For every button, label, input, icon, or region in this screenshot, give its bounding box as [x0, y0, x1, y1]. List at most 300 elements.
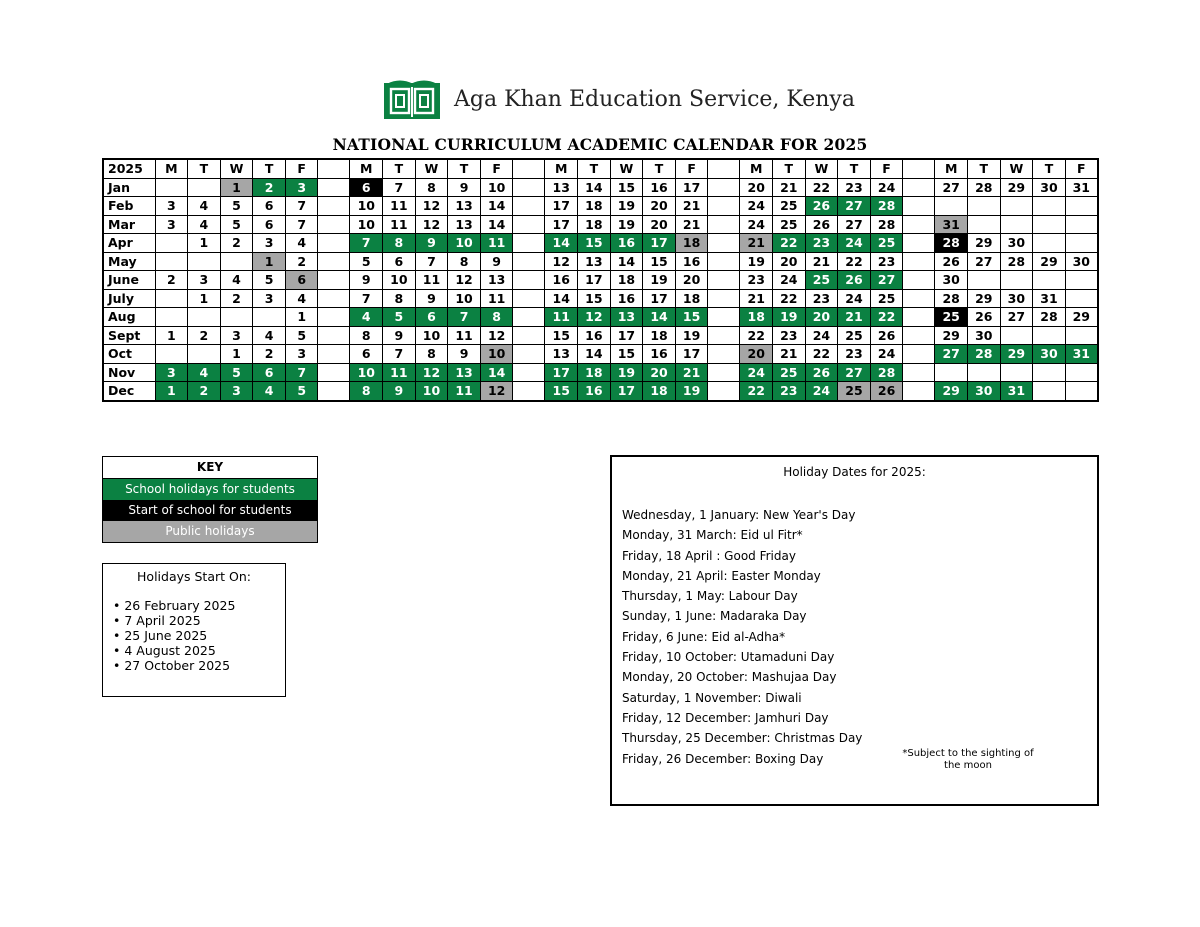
week-gap: [903, 197, 935, 216]
day-cell: 15: [545, 326, 578, 345]
day-cell: [935, 197, 968, 216]
day-header: F: [1065, 159, 1098, 178]
day-cell: 23: [773, 382, 806, 401]
holidays-start-list: [103, 598, 285, 673]
week-gap: [513, 215, 545, 234]
day-cell: 31: [935, 215, 968, 234]
day-cell: 26: [805, 197, 838, 216]
day-cell: 29: [1065, 308, 1098, 327]
holiday-start-date: • 26 February 2025: [113, 598, 285, 613]
day-cell: 8: [383, 234, 416, 253]
day-cell: 13: [578, 252, 611, 271]
day-cell: 18: [578, 363, 611, 382]
day-cell: [1033, 363, 1066, 382]
day-cell: 9: [448, 178, 481, 197]
day-cell: 27: [870, 271, 903, 290]
day-cell: 3: [253, 234, 286, 253]
week-gap: [708, 308, 740, 327]
day-cell: 20: [773, 252, 806, 271]
day-cell: 27: [935, 178, 968, 197]
day-cell: 9: [415, 234, 448, 253]
day-cell: 4: [188, 215, 221, 234]
day-cell: 27: [967, 252, 1000, 271]
day-header: W: [415, 159, 448, 178]
month-label: May: [103, 252, 155, 271]
day-cell: 24: [838, 234, 871, 253]
week-gap: [903, 308, 935, 327]
holiday-date-item: Friday, 6 June: Eid al-Adha*: [622, 629, 786, 644]
month-label: Feb: [103, 197, 155, 216]
day-cell: 10: [480, 345, 513, 364]
week-gap: [708, 215, 740, 234]
day-header: T: [1033, 159, 1066, 178]
holiday-dates-list: [622, 505, 1097, 769]
month-row: [103, 326, 1098, 345]
day-header: T: [383, 159, 416, 178]
day-cell: [967, 363, 1000, 382]
day-cell: 16: [610, 289, 643, 308]
day-cell: 27: [935, 345, 968, 364]
day-cell: 18: [643, 326, 676, 345]
month-row: [103, 271, 1098, 290]
day-cell: 2: [253, 345, 286, 364]
day-cell: 6: [253, 215, 286, 234]
day-cell: 24: [740, 363, 773, 382]
day-header: T: [967, 159, 1000, 178]
day-cell: 18: [740, 308, 773, 327]
day-cell: 24: [870, 178, 903, 197]
month-label: Dec: [103, 382, 155, 401]
day-header: F: [480, 159, 513, 178]
day-cell: 13: [545, 345, 578, 364]
day-cell: 15: [643, 252, 676, 271]
day-cell: 19: [610, 363, 643, 382]
day-header: M: [545, 159, 578, 178]
day-cell: 14: [480, 363, 513, 382]
day-cell: 8: [480, 308, 513, 327]
day-cell: 29: [1033, 252, 1066, 271]
day-cell: 25: [935, 308, 968, 327]
month-row: [103, 363, 1098, 382]
day-cell: 23: [805, 234, 838, 253]
day-cell: 16: [643, 345, 676, 364]
week-gap: [903, 215, 935, 234]
day-cell: 6: [415, 308, 448, 327]
day-cell: 16: [610, 234, 643, 253]
day-cell: 19: [675, 326, 708, 345]
day-cell: [155, 308, 188, 327]
day-cell: [967, 271, 1000, 290]
day-cell: 24: [740, 215, 773, 234]
day-cell: 22: [773, 234, 806, 253]
day-cell: 28: [870, 363, 903, 382]
week-gap: [903, 234, 935, 253]
header: [384, 76, 855, 122]
day-cell: 15: [578, 289, 611, 308]
day-cell: 11: [480, 234, 513, 253]
day-cell: 1: [188, 234, 221, 253]
day-cell: 18: [643, 382, 676, 401]
day-cell: 5: [220, 363, 253, 382]
day-cell: 25: [773, 363, 806, 382]
day-cell: 3: [285, 345, 318, 364]
day-cell: 21: [805, 252, 838, 271]
week-gap: [318, 363, 350, 382]
day-header: F: [675, 159, 708, 178]
week-gap: [318, 289, 350, 308]
holiday-date-item: Wednesday, 1 January: New Year's Day: [622, 508, 856, 522]
month-row: [103, 178, 1098, 197]
day-cell: 22: [838, 252, 871, 271]
day-cell: 18: [578, 215, 611, 234]
day-cell: 19: [740, 252, 773, 271]
day-cell: 13: [610, 308, 643, 327]
day-cell: 4: [285, 234, 318, 253]
day-cell: 8: [350, 326, 383, 345]
day-cell: 23: [838, 178, 871, 197]
day-cell: [1033, 215, 1066, 234]
day-header: W: [220, 159, 253, 178]
day-cell: 17: [675, 345, 708, 364]
day-cell: 20: [643, 363, 676, 382]
day-cell: 11: [415, 271, 448, 290]
day-cell: 21: [675, 363, 708, 382]
day-cell: 13: [448, 215, 481, 234]
day-cell: 30: [1000, 234, 1033, 253]
day-cell: 1: [155, 382, 188, 401]
day-cell: 30: [1033, 178, 1066, 197]
week-gap: [708, 326, 740, 345]
week-gap: [708, 363, 740, 382]
month-label: July: [103, 289, 155, 308]
day-cell: 10: [448, 289, 481, 308]
day-cell: 5: [285, 326, 318, 345]
week-gap: [513, 252, 545, 271]
day-cell: [1033, 234, 1066, 253]
week-gap: [708, 234, 740, 253]
day-cell: 18: [675, 289, 708, 308]
week-gap: [903, 289, 935, 308]
day-cell: 20: [740, 178, 773, 197]
week-gap: [318, 326, 350, 345]
day-cell: 11: [383, 363, 416, 382]
day-cell: 1: [220, 345, 253, 364]
day-cell: 4: [253, 382, 286, 401]
day-cell: 26: [967, 308, 1000, 327]
week-gap: [513, 271, 545, 290]
day-cell: 23: [740, 271, 773, 290]
day-cell: 5: [253, 271, 286, 290]
day-header: W: [805, 159, 838, 178]
day-header: T: [643, 159, 676, 178]
holiday-start-date: • 25 June 2025: [113, 628, 285, 643]
day-cell: 22: [870, 308, 903, 327]
day-cell: 22: [805, 345, 838, 364]
holiday-date-item: Monday, 31 March: Eid ul Fitr*: [622, 528, 803, 543]
holiday-start-date: • 27 October 2025: [113, 658, 285, 673]
day-cell: [188, 178, 221, 197]
day-cell: [155, 234, 188, 253]
day-cell: 26: [805, 363, 838, 382]
day-cell: 20: [643, 197, 676, 216]
day-cell: 8: [383, 289, 416, 308]
day-cell: 17: [545, 363, 578, 382]
day-cell: 11: [545, 308, 578, 327]
day-cell: 28: [967, 345, 1000, 364]
day-cell: [1065, 363, 1098, 382]
day-cell: 26: [870, 326, 903, 345]
day-cell: 12: [480, 382, 513, 401]
org-name: Aga Khan Education Service, Kenya: [454, 86, 855, 112]
day-cell: 30: [1000, 289, 1033, 308]
day-cell: 1: [188, 289, 221, 308]
day-cell: 27: [838, 197, 871, 216]
day-cell: 23: [870, 252, 903, 271]
holiday-date-item: Friday, 12 December: Jamhuri Day: [622, 710, 829, 725]
holiday-start-date: • 4 August 2025: [113, 643, 285, 658]
month-label: Apr: [103, 234, 155, 253]
day-cell: 25: [773, 197, 806, 216]
week-gap: [513, 363, 545, 382]
day-cell: 4: [350, 308, 383, 327]
day-header: M: [155, 159, 188, 178]
day-cell: 5: [220, 215, 253, 234]
week-gap: [318, 271, 350, 290]
day-cell: 12: [578, 308, 611, 327]
day-cell: 16: [675, 252, 708, 271]
week-gap: [708, 271, 740, 290]
week-gap: [513, 308, 545, 327]
day-cell: 25: [773, 215, 806, 234]
day-cell: 29: [935, 382, 968, 401]
day-cell: 7: [350, 234, 383, 253]
day-cell: [1033, 197, 1066, 216]
week-gap: [513, 159, 545, 178]
day-cell: 10: [480, 178, 513, 197]
week-gap: [903, 178, 935, 197]
day-cell: [1000, 271, 1033, 290]
month-label: Mar: [103, 215, 155, 234]
day-header: T: [188, 159, 221, 178]
day-cell: [967, 215, 1000, 234]
day-cell: 14: [610, 252, 643, 271]
day-cell: 28: [1033, 308, 1066, 327]
day-cell: 15: [545, 382, 578, 401]
calendar-table: [102, 158, 1099, 402]
day-header: W: [1000, 159, 1033, 178]
day-cell: 19: [610, 197, 643, 216]
day-cell: [1000, 363, 1033, 382]
week-gap: [318, 159, 350, 178]
day-cell: 6: [350, 178, 383, 197]
holidays-start-title: Holidays Start On:: [137, 569, 251, 584]
day-cell: 26: [935, 252, 968, 271]
key-title: KEY: [103, 457, 317, 479]
day-cell: [155, 178, 188, 197]
day-cell: 3: [155, 197, 188, 216]
day-cell: [1065, 197, 1098, 216]
week-gap: [513, 178, 545, 197]
day-cell: 17: [675, 178, 708, 197]
day-cell: 3: [220, 382, 253, 401]
day-cell: 26: [805, 215, 838, 234]
day-cell: 19: [643, 271, 676, 290]
day-cell: 13: [480, 271, 513, 290]
holiday-date-item: Thursday, 1 May: Labour Day: [622, 589, 798, 604]
day-cell: 9: [448, 345, 481, 364]
day-cell: 13: [448, 363, 481, 382]
day-cell: 2: [220, 234, 253, 253]
day-header: T: [253, 159, 286, 178]
day-cell: 22: [773, 289, 806, 308]
day-cell: 28: [967, 178, 1000, 197]
day-cell: 21: [740, 234, 773, 253]
day-cell: [1065, 234, 1098, 253]
day-cell: 16: [643, 178, 676, 197]
day-cell: 6: [253, 197, 286, 216]
month-row: [103, 234, 1098, 253]
month-row: [103, 197, 1098, 216]
day-cell: 29: [967, 289, 1000, 308]
day-cell: [1065, 326, 1098, 345]
day-cell: 3: [155, 215, 188, 234]
month-row: [103, 289, 1098, 308]
day-cell: 23: [805, 289, 838, 308]
day-cell: 31: [1065, 345, 1098, 364]
day-cell: 18: [610, 271, 643, 290]
day-cell: 16: [545, 271, 578, 290]
day-header: T: [448, 159, 481, 178]
week-gap: [708, 159, 740, 178]
day-cell: [188, 345, 221, 364]
day-cell: 12: [415, 215, 448, 234]
day-header: W: [610, 159, 643, 178]
week-gap: [708, 345, 740, 364]
day-cell: 21: [740, 289, 773, 308]
key-school-holidays: School holidays for students: [103, 479, 317, 500]
day-cell: 15: [610, 178, 643, 197]
week-gap: [513, 345, 545, 364]
day-cell: 30: [967, 326, 1000, 345]
holiday-date-item: Saturday, 1 November: Diwali: [622, 690, 802, 705]
day-cell: [1033, 271, 1066, 290]
day-cell: 7: [383, 345, 416, 364]
day-cell: 2: [220, 289, 253, 308]
day-cell: 20: [805, 308, 838, 327]
day-cell: 14: [578, 345, 611, 364]
day-cell: 3: [188, 271, 221, 290]
day-cell: 24: [773, 271, 806, 290]
day-cell: 9: [383, 382, 416, 401]
day-cell: 31: [1065, 178, 1098, 197]
day-cell: 5: [350, 252, 383, 271]
month-row: [103, 252, 1098, 271]
day-cell: 11: [480, 289, 513, 308]
month-row: [103, 308, 1098, 327]
day-cell: 25: [805, 271, 838, 290]
day-cell: 4: [188, 197, 221, 216]
day-cell: [1065, 289, 1098, 308]
day-cell: 28: [1000, 252, 1033, 271]
month-row: [103, 345, 1098, 364]
calendar-header-row: [103, 159, 1098, 178]
day-cell: 19: [675, 382, 708, 401]
week-gap: [903, 326, 935, 345]
day-cell: 14: [480, 215, 513, 234]
day-cell: 30: [1065, 252, 1098, 271]
week-gap: [318, 197, 350, 216]
day-cell: 12: [415, 197, 448, 216]
day-cell: 10: [350, 197, 383, 216]
day-cell: 5: [220, 197, 253, 216]
key-legend: [102, 456, 318, 543]
day-cell: 18: [578, 197, 611, 216]
day-cell: [1000, 326, 1033, 345]
day-cell: [155, 252, 188, 271]
week-gap: [708, 289, 740, 308]
month-label: Sept: [103, 326, 155, 345]
day-cell: 8: [415, 345, 448, 364]
day-cell: 6: [253, 363, 286, 382]
day-cell: 9: [415, 289, 448, 308]
week-gap: [513, 289, 545, 308]
week-gap: [903, 363, 935, 382]
month-label: Oct: [103, 345, 155, 364]
day-cell: 3: [220, 326, 253, 345]
day-header: F: [285, 159, 318, 178]
day-cell: 3: [253, 289, 286, 308]
day-cell: [1033, 326, 1066, 345]
week-gap: [318, 345, 350, 364]
day-cell: [1000, 197, 1033, 216]
day-cell: 7: [383, 178, 416, 197]
day-cell: 31: [1033, 289, 1066, 308]
day-cell: 29: [935, 326, 968, 345]
day-cell: 30: [1033, 345, 1066, 364]
day-cell: 7: [350, 289, 383, 308]
day-cell: 7: [285, 197, 318, 216]
week-gap: [513, 382, 545, 401]
week-gap: [708, 382, 740, 401]
month-label: Jan: [103, 178, 155, 197]
day-cell: 20: [740, 345, 773, 364]
week-gap: [318, 252, 350, 271]
day-cell: 12: [480, 326, 513, 345]
week-gap: [318, 308, 350, 327]
day-cell: 28: [935, 234, 968, 253]
day-cell: 2: [285, 252, 318, 271]
day-cell: 9: [383, 326, 416, 345]
day-cell: 8: [415, 178, 448, 197]
day-cell: 19: [773, 308, 806, 327]
holiday-date-item: Friday, 26 December: Boxing Day: [622, 751, 824, 766]
holiday-start-date: • 7 April 2025: [113, 613, 285, 628]
holiday-dates-box: [610, 455, 1099, 806]
day-header: M: [350, 159, 383, 178]
day-cell: 3: [155, 363, 188, 382]
day-cell: [253, 308, 286, 327]
day-cell: 11: [383, 215, 416, 234]
day-cell: 14: [643, 308, 676, 327]
day-cell: 24: [870, 345, 903, 364]
akes-logo-icon: [384, 77, 440, 121]
day-cell: 6: [383, 252, 416, 271]
day-header: M: [740, 159, 773, 178]
day-cell: 25: [838, 326, 871, 345]
day-cell: 4: [220, 271, 253, 290]
week-gap: [318, 382, 350, 401]
week-gap: [513, 234, 545, 253]
